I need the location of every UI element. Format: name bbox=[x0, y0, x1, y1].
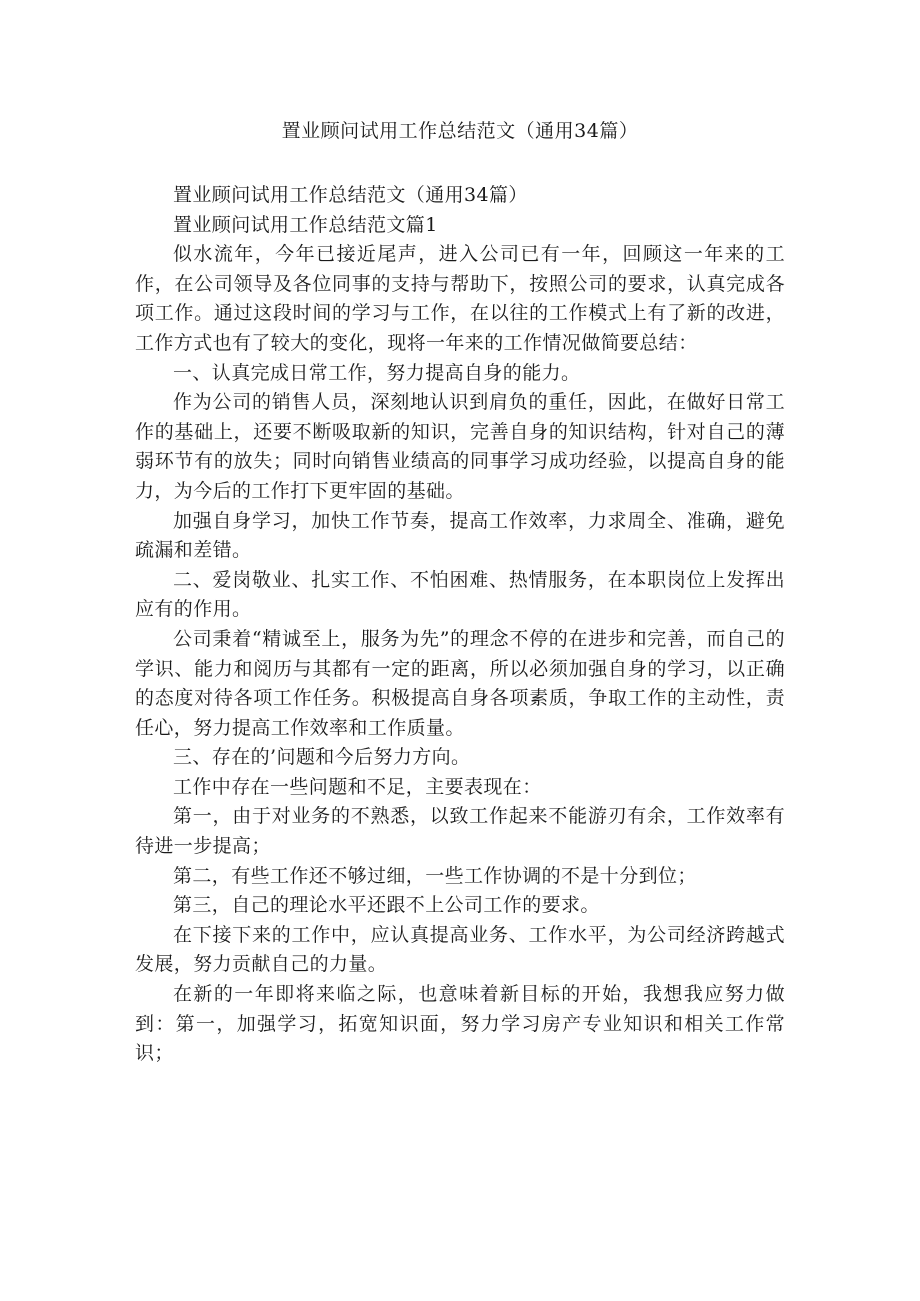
document-title: 置业顾问试用工作总结范文（通用34篇） bbox=[281, 120, 639, 142]
paragraph-subtitle: 置业顾问试用工作总结范文（通用34篇） bbox=[173, 184, 528, 206]
section-heading-2: 二、爱岗敬业、扎实工作、不怕困难、热情服务，在本职岗位上发挥出应有的作用。 bbox=[135, 568, 785, 621]
paragraph-section-2-body: 公司秉着“精诚至上，服务为先”的理念不停的在进步和完善，而自己的学识、能力和阅历与其都有一定的距离，所以必须加强自身的学习，以正确的态度对待各项工作任务。积极提高自身各项素质，争取工作的主动性，责任心，努力提高工作效率和工作质量。 bbox=[135, 627, 785, 739]
paragraph-problem-3: 第三，自己的理论水平还跟不上公司工作的要求。 bbox=[173, 894, 600, 917]
paragraph-section-1-body: 作为公司的销售人员，深刻地认识到肩负的重任，因此，在做好日常工作的基础上，还要不断吸取新的知识，完善自身的知识结构，针对自己的薄弱环节有的放失；同时向销售业绩高的同事学习成功经验，以提高自身的能力，为今后的工作打下更牢固的基础。 bbox=[135, 391, 785, 502]
paragraph-problem-1: 第一，由于对业务的不熟悉，以致工作起来不能游刃有余，工作效率有待进一步提高； bbox=[135, 805, 785, 858]
paragraph-problems-intro: 工作中存在一些问题和不足，主要表现在： bbox=[173, 775, 542, 798]
paragraph-problem-2: 第二，有些工作还不够过细，一些工作协调的不是十分到位； bbox=[173, 864, 697, 887]
paragraph-article-heading: 置业顾问试用工作总结范文篇1 bbox=[173, 213, 438, 236]
document-body bbox=[135, 181, 785, 1069]
section-heading-1: 一、认真完成日常工作，努力提高自身的能力。 bbox=[173, 361, 581, 384]
section-heading-3: 三、存在的’问题和今后努力方向。 bbox=[173, 746, 471, 769]
paragraph-new-year: 在新的一年即将来临之际，也意味着新目标的开始，我想我应努力做到：第一，加强学习，拓宽知识面，努力学习房产专业知识和相关工作常识； bbox=[135, 983, 785, 1065]
paragraph-next-work: 在下接下来的工作中，应认真提高业务、工作水平，为公司经济跨越式发展，努力贡献自己的力量。 bbox=[135, 923, 785, 976]
paragraph-section-1-study: 加强自身学习，加快工作节奏，提高工作效率，力求周全、准确，避免疏漏和差错。 bbox=[135, 509, 785, 562]
paragraph-intro: 似水流年，今年已接近尾声，进入公司已有一年，回顾这一年来的工作，在公司领导及各位同事的支持与帮助下，按照公司的要求，认真完成各项工作。通过这段时间的学习与工作，在以往的工作模式上有了新的改进，工作方式也有了较大的变化，现将一年来的工作情况做简要总结： bbox=[135, 243, 785, 354]
